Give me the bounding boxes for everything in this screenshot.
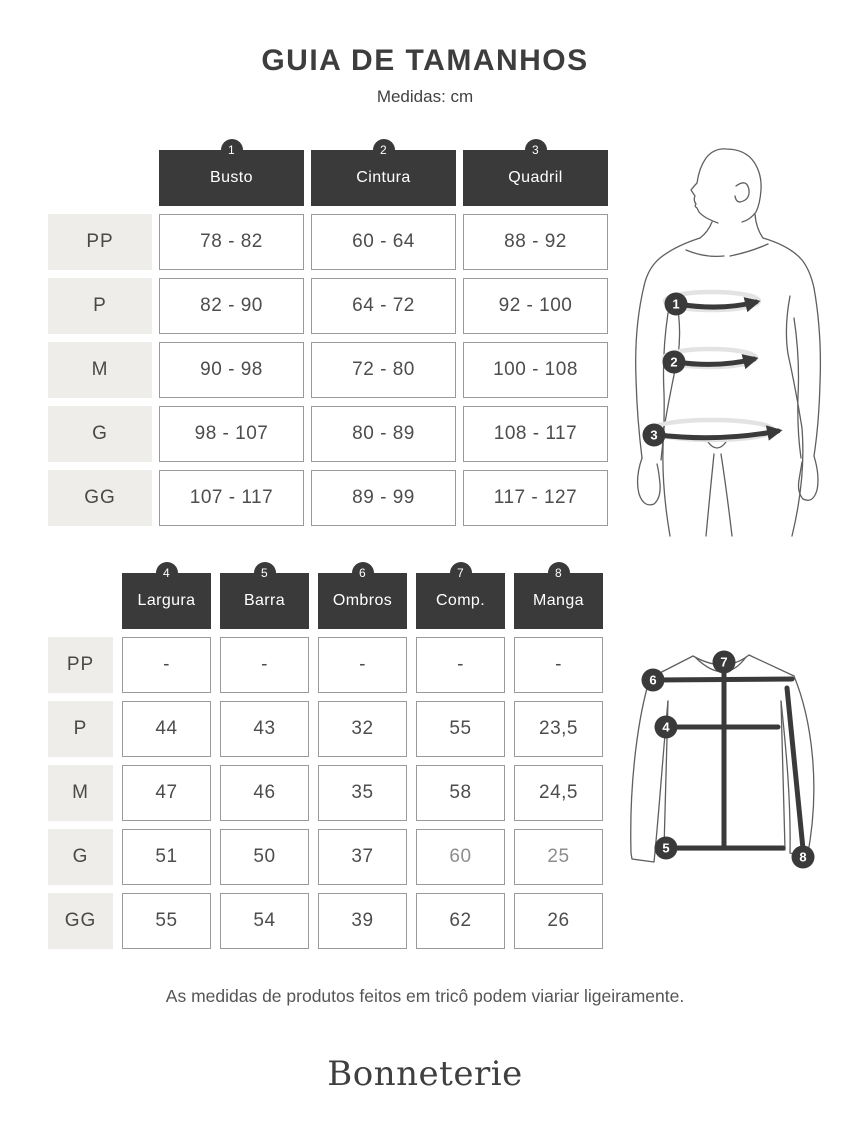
garment_table-column-badge-0: 4: [156, 562, 178, 584]
garment_table-value-cell-r1-c0: 44: [122, 701, 211, 757]
garment_table-value-cell-r1-c1: 43: [220, 701, 309, 757]
shoulders-marker-number: 6: [649, 672, 657, 688]
garment_table-column-badge-1: 5: [254, 562, 276, 584]
body_table-column-header-1: [311, 143, 456, 206]
garment_table-value-cell-r1-c3: 55: [416, 701, 505, 757]
body_table-value-cell-r3-c1: 80 - 89: [311, 406, 456, 462]
body_table-value-cell-r4-c2: 117 - 127: [463, 470, 608, 526]
garment_table-value-cell-r0-c4: -: [514, 637, 603, 693]
garment-measurement-illustration: [615, 628, 840, 873]
garment_table-size-label-3: G: [48, 829, 113, 885]
width-marker-number: 4: [662, 719, 670, 735]
hem-marker: [655, 837, 678, 860]
body-figure-outline: [636, 149, 821, 536]
body_table-column-label-1: Cintura: [356, 169, 411, 186]
knit-variation-footnote: As medidas de produtos feitos em tricô podem viariar ligeiramente.: [165, 986, 685, 1006]
garment_table-value-cell-r2-c1: 46: [220, 765, 309, 821]
garment_table-column-label-1: Barra: [243, 592, 286, 609]
body_table-column-label-0: Busto: [210, 169, 253, 186]
sleeve-marker-number: 8: [799, 849, 807, 865]
body_table-column-label-2: Quadril: [508, 169, 563, 186]
garment_table-value-cell-r0-c0: -: [122, 637, 211, 693]
body_table-value-cell-r0-c2: 88 - 92: [463, 214, 608, 270]
waist-measure-arrow: [663, 351, 755, 374]
body_table-size-label-4: GG: [48, 470, 152, 526]
body_table-value-cell-r1-c2: 92 - 100: [463, 278, 608, 334]
garment_table-size-label-4: GG: [48, 893, 113, 949]
body-measurement-illustration: [620, 138, 850, 538]
sleeve-marker: [792, 846, 815, 869]
body_table-column-badge-1: 2: [373, 139, 395, 161]
length-marker-number: 7: [720, 654, 728, 670]
body_table-corner-cell: [48, 150, 152, 206]
garment_table-column-header-2: [318, 566, 407, 629]
brand-logo: Bonneterie: [327, 1054, 523, 1094]
garment_table-value-cell-r1-c2: 32: [318, 701, 407, 757]
garment-measurements-table: [48, 566, 603, 949]
garment_table-column-label-2: Ombros: [332, 592, 393, 609]
garment_table-value-cell-r0-c2: -: [318, 637, 407, 693]
garment_table-corner-cell: [48, 573, 113, 629]
garment_table-column-label-3: Comp.: [435, 592, 486, 609]
body_table-value-cell-r4-c1: 89 - 99: [311, 470, 456, 526]
bust-marker-number: 1: [672, 296, 680, 312]
length-marker: [713, 651, 736, 674]
garment_table-column-header-1: [220, 566, 309, 629]
body_table-value-cell-r1-c1: 64 - 72: [311, 278, 456, 334]
hip-marker-number: 3: [650, 427, 658, 443]
garment_table-value-cell-r2-c2: 35: [318, 765, 407, 821]
garment_table-value-cell-r4-c2: 39: [318, 893, 407, 949]
body_table-value-cell-r3-c0: 98 - 107: [159, 406, 304, 462]
garment_table-value-cell-r3-c1: 50: [220, 829, 309, 885]
body_table-column-badge-2: 3: [525, 139, 547, 161]
garment_table-value-cell-r3-c2: 37: [318, 829, 407, 885]
body_table-value-cell-r0-c1: 60 - 64: [311, 214, 456, 270]
body_table-size-label-2: M: [48, 342, 152, 398]
garment_table-size-label-1: P: [48, 701, 113, 757]
garment_table-value-cell-r4-c3: 62: [416, 893, 505, 949]
body_table-size-label-3: G: [48, 406, 152, 462]
garment_table-value-cell-r3-c0: 51: [122, 829, 211, 885]
garment_table-size-label-2: M: [48, 765, 113, 821]
body_table-value-cell-r3-c2: 108 - 117: [463, 406, 608, 462]
garment_table-column-badge-3: 7: [450, 562, 472, 584]
garment_table-column-header-3: [416, 566, 505, 629]
garment_table-value-cell-r0-c3: -: [416, 637, 505, 693]
body_table-value-cell-r2-c0: 90 - 98: [159, 342, 304, 398]
waist-marker-number: 2: [670, 354, 678, 370]
garment_table-value-cell-r4-c4: 26: [514, 893, 603, 949]
garment_table-column-badge-4: 8: [548, 562, 570, 584]
page-title: GUIA DE TAMANHOS: [261, 44, 589, 77]
page-subtitle: Medidas: cm: [376, 87, 474, 106]
body_table-value-cell-r2-c1: 72 - 80: [311, 342, 456, 398]
garment_table-value-cell-r2-c0: 47: [122, 765, 211, 821]
body_table-value-cell-r0-c0: 78 - 82: [159, 214, 304, 270]
garment_table-value-cell-r4-c1: 54: [220, 893, 309, 949]
body_table-value-cell-r1-c0: 82 - 90: [159, 278, 304, 334]
garment-measure-lines: [653, 664, 803, 849]
garment_table-value-cell-r0-c1: -: [220, 637, 309, 693]
garment_table-column-label-4: Manga: [533, 592, 584, 609]
body_table-column-badge-0: 1: [221, 139, 243, 161]
body_table-value-cell-r2-c2: 100 - 108: [463, 342, 608, 398]
garment_table-value-cell-r1-c4: 23,5: [514, 701, 603, 757]
body-measurements-table: [48, 143, 608, 526]
garment_table-size-label-0: PP: [48, 637, 113, 693]
garment_table-value-cell-r3-c3: 60: [416, 829, 505, 885]
garment_table-value-cell-r3-c4: 25: [514, 829, 603, 885]
garment_table-value-cell-r4-c0: 55: [122, 893, 211, 949]
garment_table-column-badge-2: 6: [352, 562, 374, 584]
garment_table-column-label-0: Largura: [137, 592, 196, 609]
garment_table-column-header-0: [122, 566, 211, 629]
body_table-column-header-0: [159, 143, 304, 206]
garment_table-column-header-4: [514, 566, 603, 629]
garment_table-value-cell-r2-c4: 24,5: [514, 765, 603, 821]
width-marker: [655, 716, 678, 739]
body_table-size-label-0: PP: [48, 214, 152, 270]
body_table-value-cell-r4-c0: 107 - 117: [159, 470, 304, 526]
hem-marker-number: 5: [662, 840, 670, 856]
shoulders-marker: [642, 669, 665, 692]
garment_table-value-cell-r2-c3: 58: [416, 765, 505, 821]
body_table-column-header-2: [463, 143, 608, 206]
body_table-size-label-1: P: [48, 278, 152, 334]
